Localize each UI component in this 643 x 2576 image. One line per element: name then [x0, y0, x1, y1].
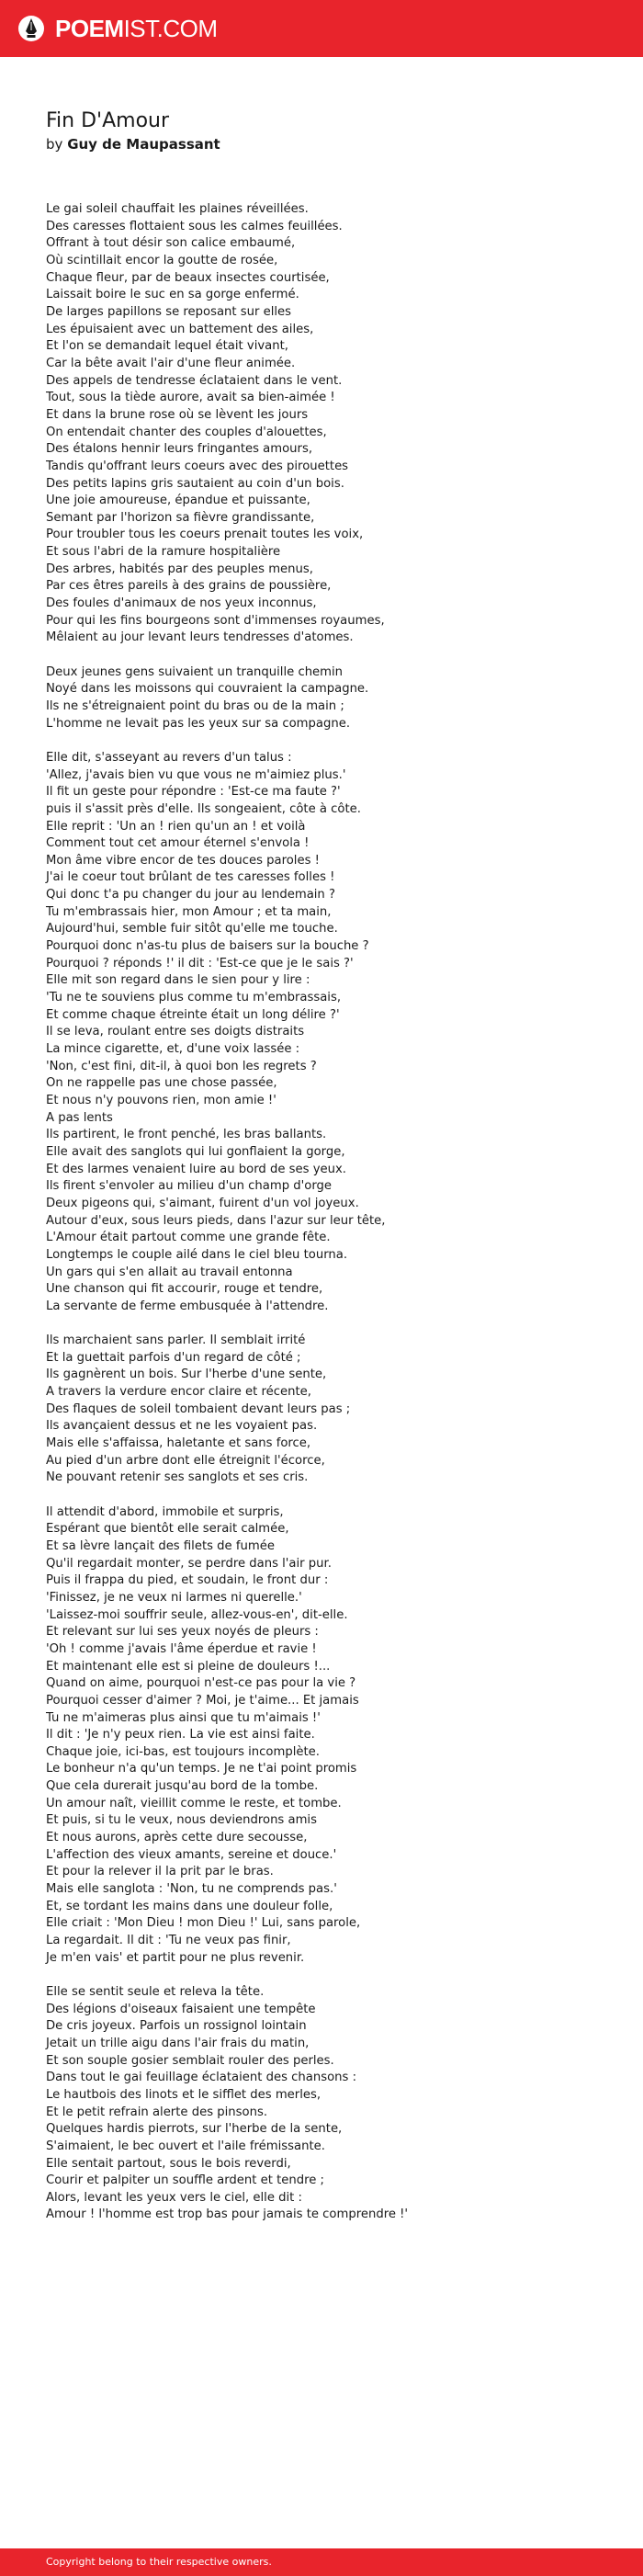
poem-line: Elle se sentit seule et releva la tête. [46, 1984, 265, 1999]
by-label: by [46, 136, 63, 153]
poem-line: Des petits lapins gris sautaient au coin d'un bois. [46, 476, 344, 491]
logo-strong: POEM [55, 15, 124, 42]
poem-line: Et le petit refrain alerte des pinsons. [46, 2105, 268, 2119]
poem-line: Et l'on se demandait lequel était vivant, [46, 339, 288, 354]
poem-line: Deux jeunes gens suivaient un tranquille chemin [46, 664, 344, 679]
poem-line: Des étalons hennir leurs fringantes amours, [46, 442, 313, 457]
poem-line: L'Amour était partout comme une grande fête. [46, 1231, 331, 1245]
poem-line: Quelques hardis pierrots, sur l'herbe de la sente, [46, 2122, 343, 2137]
poem-line: Courir et palpiter un souffle ardent et tendre ; [46, 2173, 324, 2188]
poem-line: Il fit un geste pour répondre : 'Est-ce ma faute ?' [46, 785, 341, 800]
poem-line: Quand on aime, pourquoi n'est-ce pas pour la vie ? [46, 1676, 356, 1691]
poem-line: Pour troubler tous les coeurs prenait toutes les voix, [46, 528, 364, 542]
poem-line: Il attendit d'abord, immobile et surpris, [46, 1504, 284, 1519]
poem-line: On ne rappelle pas une chose passée, [46, 1076, 277, 1091]
poem-line: Un gars qui s'en allait au travail entonna [46, 1265, 293, 1279]
poem-line: Ils partirent, le front penché, les bras ballants. [46, 1128, 327, 1142]
poem-line: Les épuisaient avec un battement des ailes, [46, 322, 314, 336]
poem-line: Des caresses flottaient sous les calmes feuillées. [46, 219, 343, 233]
poem-line: Et nous aurons, après cette dure secousse, [46, 1831, 308, 1845]
poem-line: Mais elle sanglota : 'Non, tu ne comprends pas.' [46, 1882, 337, 1897]
poem-line: Mais elle s'affaissa, haletante et sans force, [46, 1436, 311, 1451]
poem-line: Puis il frappa du pied, et soudain, le front dur : [46, 1573, 329, 1588]
poem-line: S'aimaient, le bec ouvert et l'aile frémissante. [46, 2139, 325, 2153]
poem-line: Jetait un trille aigu dans l'air frais du matin, [46, 2036, 310, 2050]
poem-line: Deux pigeons qui, s'aimant, fuirent d'un vol joyeux. [46, 1196, 359, 1210]
poem-line: puis il s'assit près d'elle. Ils songeaient, côte à côte. [46, 801, 361, 816]
poem-line: Ne pouvant retenir ses sanglots et ses cris. [46, 1470, 309, 1485]
poem-line: Ils gagnèrent un bois. Sur l'herbe d'une sente, [46, 1367, 327, 1382]
poem-line: Ils firent s'envoler au milieu d'un champ d'orge [46, 1179, 332, 1194]
poem-line: Et des larmes venaient luire au bord de ses yeux. [46, 1162, 346, 1176]
poem-line: Une chanson qui fit accourir, rouge et tendre, [46, 1282, 323, 1297]
site-footer [0, 2548, 643, 2576]
site-header [0, 0, 643, 57]
poem-line: Mon âme vibre encor de tes douces paroles ! [46, 853, 320, 868]
poem-line: On entendait chanter des couples d'alouettes, [46, 425, 327, 439]
pen-nib-icon[interactable] [17, 11, 45, 46]
poem-line: L'affection des vieux amants, sereine et douce.' [46, 1847, 337, 1862]
poem-line: Des légions d'oiseaux faisaient une tempête [46, 2002, 316, 2016]
poem-line: Et comme chaque étreinte était un long délire ?' [46, 1007, 340, 1022]
poem-line: Où scintillait encor la goutte de rosée, [46, 253, 278, 267]
poem-line: De larges papillons se reposant sur elles [46, 304, 292, 319]
poem-line: Et son souple gosier semblait rouler des perles. [46, 2053, 334, 2068]
poem-line: Longtemps le couple ailé dans le ciel bleu tourna. [46, 1247, 348, 1262]
poem-line: Pour qui les fins bourgeons sont d'immenses royaumes, [46, 613, 385, 628]
poem-line: La servante de ferme embusquée à l'attendre. [46, 1299, 329, 1313]
poem-line: Elle criait : 'Mon Dieu ! mon Dieu !' Lui, sans parole, [46, 1916, 361, 1931]
poem-line: Au pied d'un arbre dont elle étreignit l'écorce, [46, 1453, 325, 1468]
poem-line: Comment tout cet amour éternel s'envola ! [46, 836, 310, 851]
poem-line: La mince cigarette, et, d'une voix lassée : [46, 1042, 300, 1057]
poem-line: Pourquoi ? réponds !' il dit : 'Est-ce que je le sais ?' [46, 956, 354, 970]
poem-line: Qu'il regardait monter, se perdre dans l'air pur. [46, 1556, 332, 1571]
poem-line: Le hautbois des linots et le sifflet des merles, [46, 2087, 322, 2102]
poem-line: Et pour la relever il la prit par le bras. [46, 1865, 274, 1879]
poem-line: Des flaques de soleil tombaient devant leurs pas ; [46, 1401, 351, 1416]
poem-line: L'homme ne levait pas les yeux sur sa compagne. [46, 716, 351, 731]
poem-line: 'Tu ne te souviens plus comme tu m'embrassais, [46, 991, 342, 1005]
poem-line: Le bonheur n'a qu'un temps. Je ne t'ai point promis [46, 1762, 357, 1776]
poem-line: Pourquoi donc n'as-tu plus de baisers sur la bouche ? [46, 939, 369, 954]
poem-line: Une joie amoureuse, épandue et puissante, [46, 494, 310, 508]
poem-stanza [46, 1504, 615, 1968]
poem-line: La regardait. Il dit : 'Tu ne veux pas finir, [46, 1934, 291, 1948]
poem-line: Ils marchaient sans parler. Il semblait irrité [46, 1333, 306, 1348]
poem-line: Tandis qu'offrant leurs coeurs avec des pirouettes [46, 459, 349, 473]
poem-line: Par ces êtres pareils à des grains de poussière, [46, 579, 332, 594]
poem-line: Laissait boire le suc en sa gorge enfermé. [46, 288, 299, 302]
poem-line: Elle avait des sanglots qui lui gonflaient la gorge, [46, 1144, 345, 1159]
poem-line: Aujourd'hui, semble fuir sitôt qu'elle me touche. [46, 922, 338, 936]
poem-line: Et nous n'y pouvons rien, mon amie !' [46, 1094, 276, 1107]
poem-line: Et relevant sur lui ses yeux noyés de pleurs : [46, 1625, 319, 1640]
poem-line: 'Non, c'est fini, dit-il, à quoi bon les regrets ? [46, 1059, 317, 1073]
poem-byline [46, 135, 220, 153]
poem-line: Que cela durerait jusqu'au bord de la tombe. [46, 1779, 319, 1794]
poem-line: Et maintenant elle est si pleine de douleurs !... [46, 1659, 331, 1674]
poem-line: Elle sentait partout, sous le bois reverdi, [46, 2156, 291, 2171]
poem-line: Et sa lèvre lançait des filets de fumée [46, 1538, 275, 1553]
poem-line: Ils avançaient dessus et ne les voyaient pas. [46, 1419, 318, 1434]
poem-line: Tu ne m'aimeras plus ainsi que tu m'aimais !' [46, 1710, 321, 1725]
poem-line: Qui donc t'a pu changer du jour au lendemain ? [46, 888, 335, 902]
poem-line: Noyé dans les moissons qui couvraient la campagne. [46, 682, 369, 697]
poem-line: Semant par l'horizon sa fièvre grandissante, [46, 510, 315, 525]
poem-line: Un amour naît, vieillit comme le reste, et tombe. [46, 1796, 342, 1810]
poem-line: Et dans la brune rose où se lèvent les jours [46, 407, 309, 422]
poem-line: Et sous l'abri de la ramure hospitalière [46, 545, 281, 560]
poem-line: Il se leva, roulant entre ses doigts distraits [46, 1025, 305, 1039]
poem-line: Alors, levant les yeux vers le ciel, elle dit : [46, 2190, 302, 2205]
poem-stanza [46, 750, 615, 1316]
poem-line: Le gai soleil chauffait les plaines réveillées. [46, 202, 309, 216]
poem-line: Chaque joie, ici-bas, est toujours incomplète. [46, 1744, 320, 1759]
poem-line: Car la bête avait l'air d'une fleur animée. [46, 356, 296, 370]
poem-line: Des arbres, habités par des peuples menus, [46, 562, 313, 576]
poem-line: De cris joyeux. Parfois un rossignol lointain [46, 2019, 307, 2034]
poem-line: 'Finissez, je ne veux ni larmes ni querelle.' [46, 1590, 302, 1605]
poem-line: Pourquoi cesser d'aimer ? Moi, je t'aime... Et jamais [46, 1693, 359, 1708]
author-link[interactable]: Guy de Maupassant [67, 136, 220, 153]
poem-line: Et la guettait parfois d'un regard de côté ; [46, 1350, 301, 1365]
poem-line: Tout, sous la tiède aurore, avait sa bien-aimée ! [46, 391, 335, 405]
poem-line: A pas lents [46, 1110, 113, 1125]
poem-line: Elle dit, s'asseyant au revers d'un talus : [46, 750, 292, 765]
site-logo[interactable] [55, 13, 218, 44]
poem-body [46, 201, 615, 2241]
poem-line: 'Allez, j'avais bien vu que vous ne m'aimiez plus.' [46, 767, 346, 782]
poem-line: Et, se tordant les mains dans une douleur folle, [46, 1899, 333, 1913]
poem-line: Espérant que bientôt elle serait calmée, [46, 1522, 289, 1537]
poem-stanza [46, 1333, 615, 1487]
poem-line: J'ai le coeur tout brûlant de tes caresses folles ! [46, 870, 335, 885]
poem-stanza [46, 1984, 615, 2224]
poem-line: Elle mit son regard dans le sien pour y lire : [46, 973, 310, 988]
poem-line: Amour ! l'homme est trop bas pour jamais te comprendre !' [46, 2207, 409, 2222]
poem-title: Fin D'Amour [46, 109, 170, 132]
poem-line: Il dit : 'Je n'y peux rien. La vie est ainsi faite. [46, 1728, 315, 1742]
poem-line: Des foules d'animaux de nos yeux inconnus, [46, 596, 317, 611]
poem-line: A travers la verdure encor claire et récente, [46, 1385, 311, 1400]
logo-light: IST.COM [123, 15, 218, 42]
poem-line: Chaque fleur, par de beaux insectes courtisée, [46, 270, 330, 285]
poem-line: Je m'en vais' et partit pour ne plus revenir. [46, 1950, 305, 1965]
poem-stanza [46, 201, 615, 647]
poem-line: Offrant à tout désir son calice embaumé, [46, 236, 296, 251]
poem-line: Mêlaient au jour levant leurs tendresses d'atomes. [46, 630, 354, 645]
poem-line: Tu m'embrassais hier, mon Amour ; et ta main, [46, 904, 332, 919]
poem-line: Des appels de tendresse éclataient dans le vent. [46, 373, 343, 388]
poem-line: Dans tout le gai feuillage éclataient des chansons : [46, 2071, 357, 2085]
poem-stanza [46, 664, 615, 733]
poem-line: 'Oh ! comme j'avais l'âme éperdue et ravie ! [46, 1641, 317, 1656]
poem-line: Ils ne s'étreignaient point du bras ou de la main ; [46, 698, 344, 713]
poem-line: Et puis, si tu le veux, nous deviendrons amis [46, 1813, 317, 1828]
copyright-notice: Copyright belong to their respective owners. [46, 2556, 272, 2568]
poem-line: 'Laissez-moi souffrir seule, allez-vous-en', dit-elle. [46, 1607, 348, 1622]
poem-line: Elle reprit : 'Un an ! rien qu'un an ! et voilà [46, 819, 306, 834]
poem-line: Autour d'eux, sous leurs pieds, dans l'azur sur leur tête, [46, 1213, 386, 1228]
